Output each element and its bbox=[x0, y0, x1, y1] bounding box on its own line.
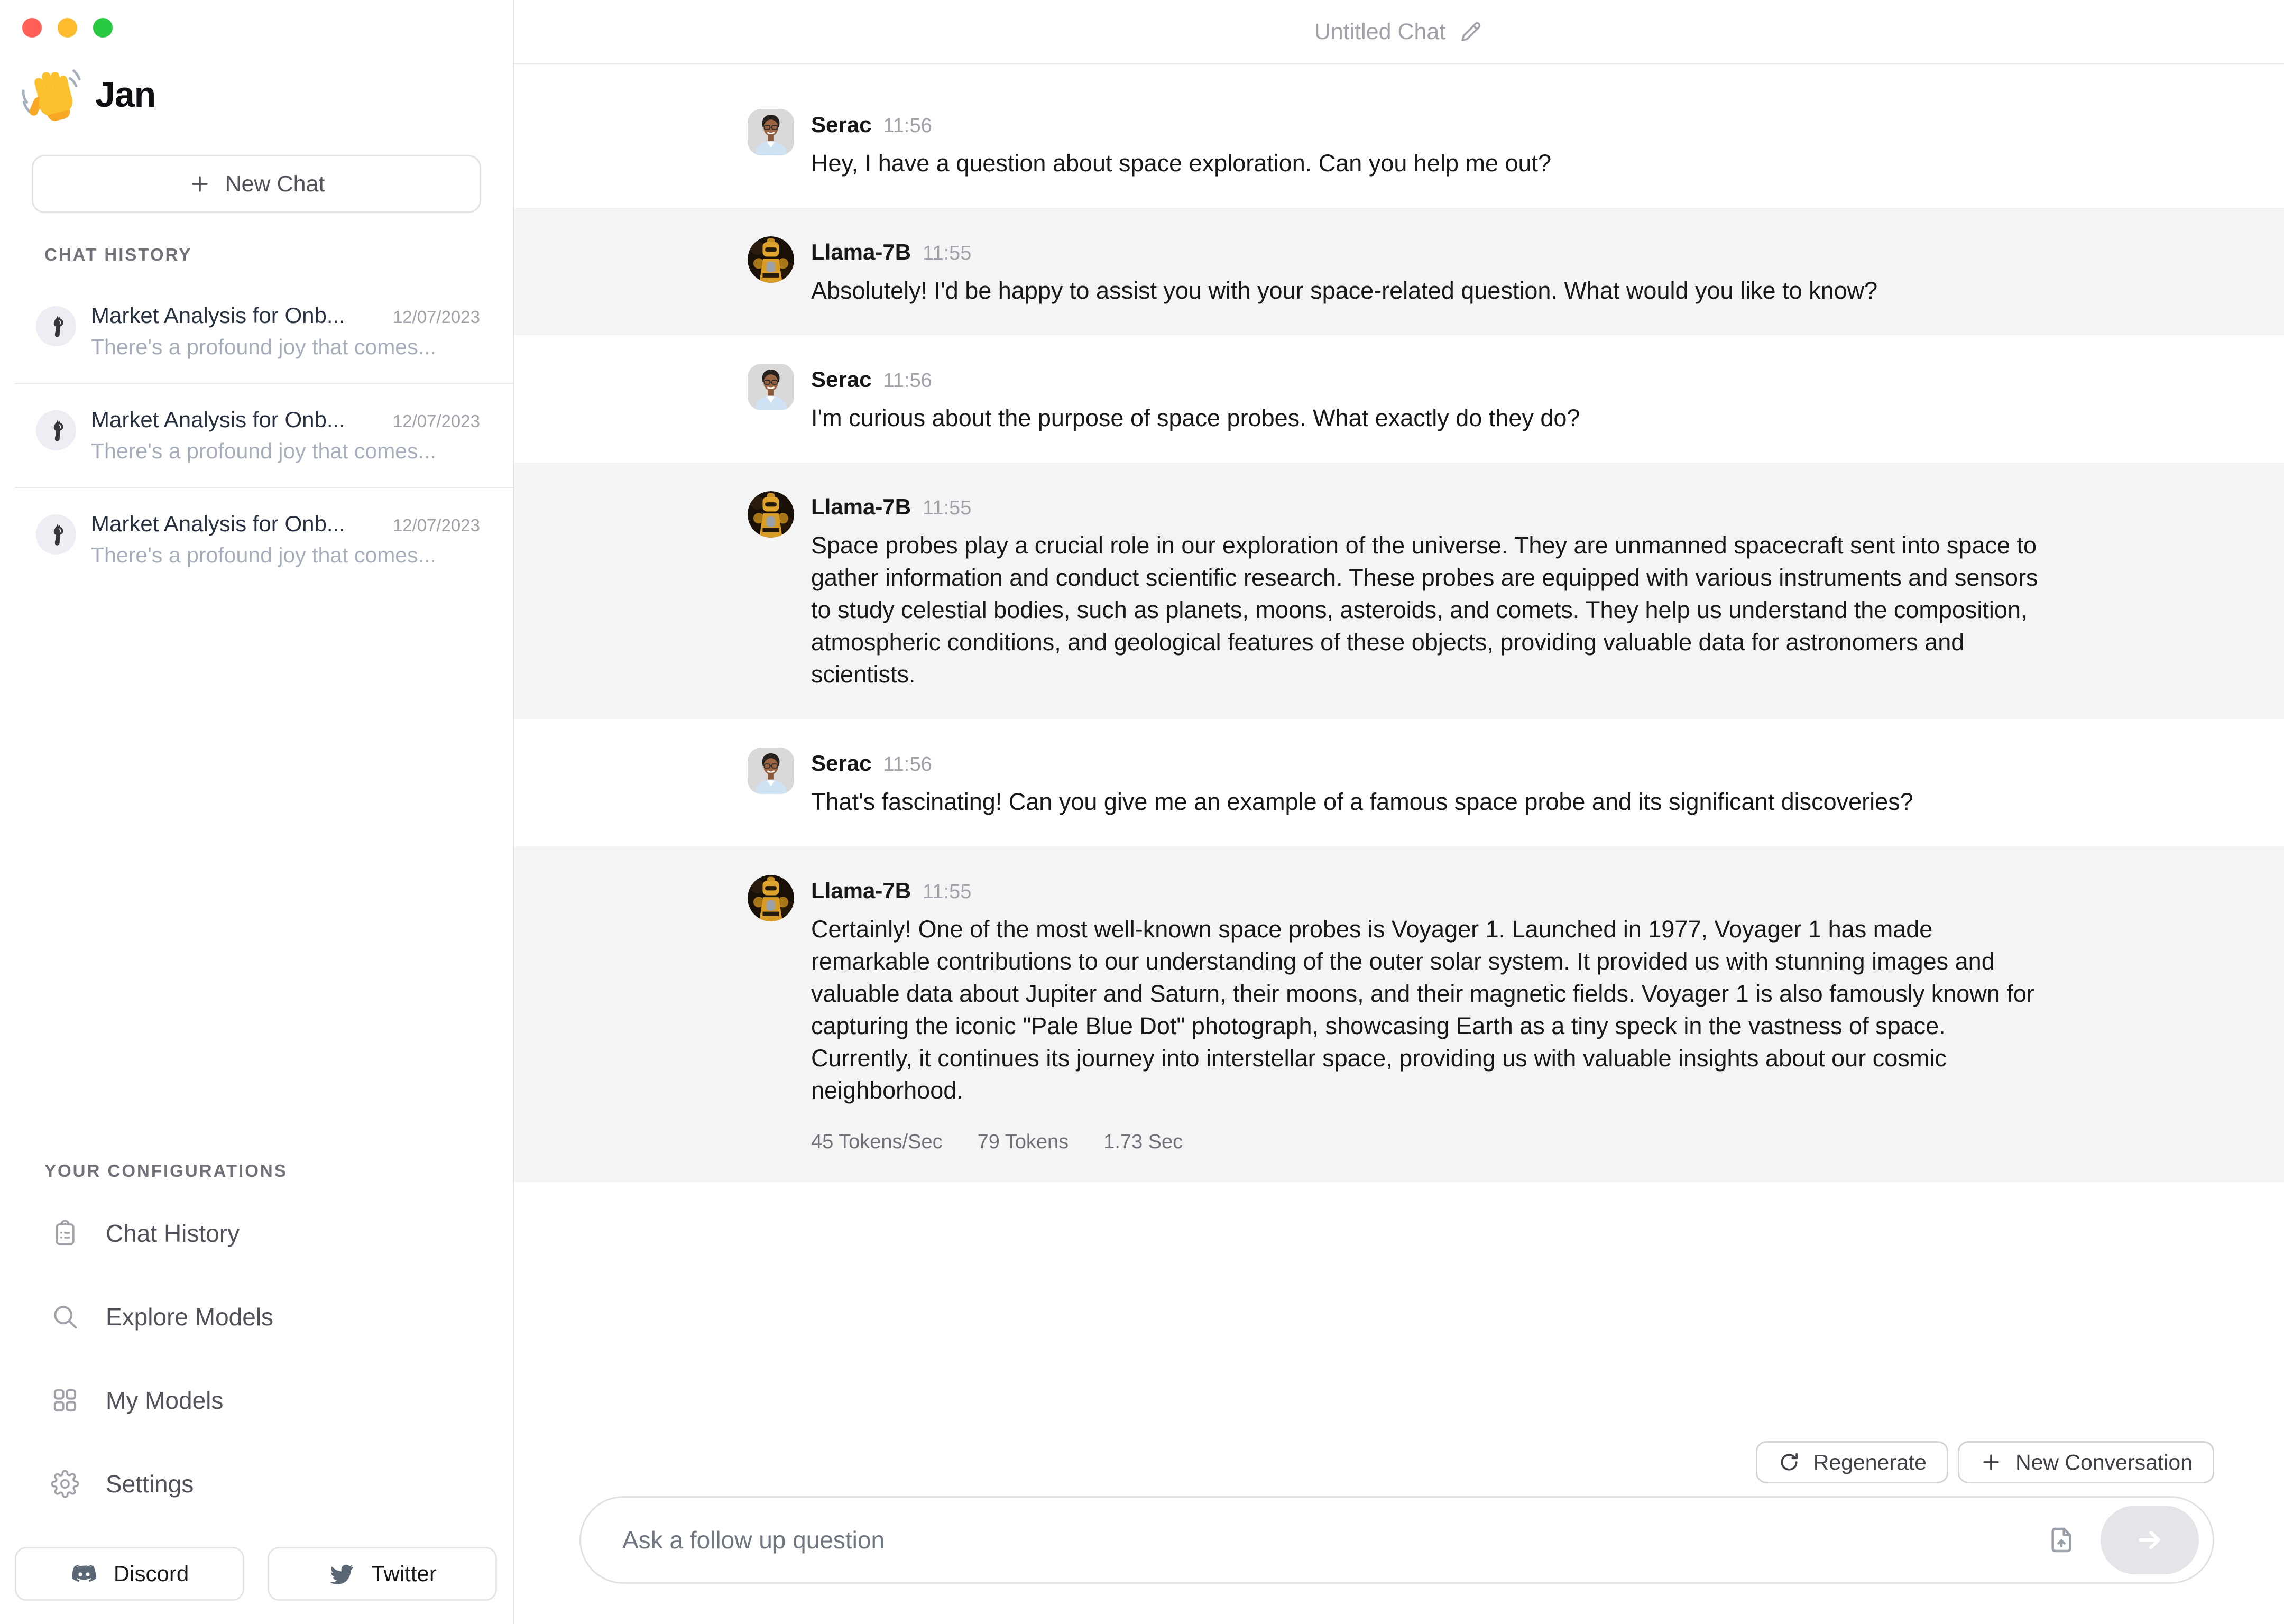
search-icon bbox=[51, 1303, 79, 1331]
new-conversation-button[interactable] bbox=[1958, 1441, 2214, 1483]
tokens-per-sec-stat: 45 Tokens/Sec bbox=[811, 1131, 943, 1153]
chat-title: Untitled Chat bbox=[1314, 19, 1446, 44]
chat-history-section-label: CHAT HISTORY bbox=[44, 245, 192, 264]
social-buttons bbox=[15, 1547, 497, 1601]
message-author: Llama-7B bbox=[811, 239, 911, 264]
message-text: Certainly! One of the most well-known space probes is Voyager 1. Launched in 1977, Voyager 1 has made remarkable contributions to our understanding of the outer solar system. It provided us with stunning images and valuable data about Jupiter and Saturn, their moons, and their magnetic fields. Voyager 1 is also famously known for capturing the iconic "Pale Blue Dot" photograph, showcasing Earth as a tiny speck in the vastness of space. Currently, it continues its journey into interstellar space, providing us with valuable insights about our cosmic neighborhood. bbox=[811, 916, 2034, 1104]
llama-icon bbox=[36, 410, 76, 450]
message-input-container bbox=[579, 1496, 2214, 1584]
message-timestamp: 11:55 bbox=[923, 497, 972, 519]
chat-history-item-date: 12/07/2023 bbox=[392, 307, 480, 327]
chat-history-item[interactable] bbox=[15, 280, 513, 383]
message-row bbox=[514, 335, 2284, 463]
composer bbox=[514, 1441, 2284, 1624]
send-arrow-icon bbox=[2132, 1522, 2167, 1557]
clipboard-icon bbox=[51, 1219, 79, 1248]
sidebar-item-chat-history[interactable] bbox=[0, 1192, 513, 1275]
chat-history-item-date: 12/07/2023 bbox=[392, 411, 480, 431]
message-author: Llama-7B bbox=[811, 494, 911, 519]
sidebar-menu bbox=[0, 1192, 513, 1526]
chat-history-item[interactable] bbox=[15, 487, 513, 591]
upload-file-button[interactable] bbox=[2047, 1524, 2076, 1556]
sidebar-item-explore-models[interactable] bbox=[0, 1275, 513, 1359]
zoom-window-button[interactable] bbox=[93, 18, 113, 38]
close-window-button[interactable] bbox=[22, 18, 42, 38]
plus-icon bbox=[1979, 1451, 2003, 1474]
regenerate-label: Regenerate bbox=[1813, 1450, 1927, 1474]
new-chat-label: New Chat bbox=[225, 171, 325, 197]
gear-icon bbox=[51, 1470, 79, 1498]
message-text: Hey, I have a question about space exploration. Can you help me out? bbox=[811, 150, 1552, 177]
grid-icon bbox=[51, 1386, 79, 1415]
message-row bbox=[514, 463, 2284, 719]
send-button[interactable] bbox=[2101, 1506, 2199, 1574]
sidebar-item-my-models[interactable] bbox=[0, 1359, 513, 1442]
message-stats bbox=[811, 1131, 2052, 1154]
message-author: Llama-7B bbox=[811, 878, 911, 903]
assistant-avatar bbox=[748, 875, 794, 921]
new-conversation-label: New Conversation bbox=[2015, 1450, 2193, 1474]
plus-icon bbox=[188, 172, 211, 196]
message-author: Serac bbox=[811, 751, 872, 776]
sidebar-spacer bbox=[0, 591, 513, 1161]
twitter-icon bbox=[328, 1560, 355, 1588]
discord-label: Discord bbox=[113, 1561, 189, 1586]
message-text: Absolutely! I'd be happy to assist you with your space-related question. What would you like to know? bbox=[811, 277, 1878, 304]
message-author: Serac bbox=[811, 367, 872, 392]
message-row bbox=[514, 208, 2284, 335]
minimize-window-button[interactable] bbox=[58, 18, 77, 38]
chat-history-item[interactable] bbox=[15, 383, 513, 487]
regenerate-button[interactable] bbox=[1756, 1441, 1948, 1483]
message-content bbox=[811, 109, 2052, 179]
message-row bbox=[514, 64, 2284, 208]
message-text: That's fascinating! Can you give me an example of a famous space probe and its significant discoveries? bbox=[811, 788, 1913, 815]
wave-icon bbox=[20, 64, 81, 125]
llama-icon bbox=[36, 514, 76, 555]
message-text: I'm curious about the purpose of space probes. What exactly do they do? bbox=[811, 404, 1580, 431]
configurations-section-label: YOUR CONFIGURATIONS bbox=[44, 1161, 288, 1180]
file-upload-icon bbox=[2047, 1524, 2076, 1556]
sidebar-item-label: My Models bbox=[106, 1387, 224, 1414]
message-content bbox=[811, 748, 2052, 818]
message-timestamp: 11:55 bbox=[923, 242, 972, 264]
chat-history-item-title: Market Analysis for Onb... bbox=[91, 407, 345, 432]
user-avatar bbox=[748, 748, 794, 794]
chat-panel bbox=[514, 0, 2284, 1624]
chat-history-item-body bbox=[91, 303, 480, 359]
message-author: Serac bbox=[811, 112, 872, 137]
chat-history-item-preview: There's a profound joy that comes... bbox=[91, 439, 436, 463]
app-logo bbox=[0, 38, 513, 125]
message-timestamp: 11:56 bbox=[883, 370, 932, 392]
message-content bbox=[811, 364, 2052, 434]
message-content bbox=[811, 491, 2052, 690]
discord-button[interactable] bbox=[15, 1547, 244, 1601]
message-content bbox=[811, 875, 2052, 1154]
chat-history-list bbox=[0, 280, 513, 591]
assistant-avatar bbox=[748, 236, 794, 283]
assistant-avatar bbox=[748, 491, 794, 538]
chat-history-item-preview: There's a profound joy that comes... bbox=[91, 543, 436, 567]
message-row bbox=[514, 846, 2284, 1182]
message-text: Space probes play a crucial role in our exploration of the universe. They are unmanned spacecraft sent into space to gather information and conduct scientific research. These probes are equipped with various instruments and sensors to study celestial bodies, such as planets, moons, asteroids, and comets. They help us understand the composition, atmospheric conditions, and geological features of these objects, providing valuable data for astronomers and scientists. bbox=[811, 532, 2038, 688]
duration-stat: 1.73 Sec bbox=[1103, 1131, 1183, 1153]
llama-icon bbox=[36, 306, 76, 346]
window-controls bbox=[0, 0, 513, 38]
chat-history-item-body bbox=[91, 511, 480, 568]
composer-actions bbox=[579, 1441, 2214, 1483]
chat-history-item-title: Market Analysis for Onb... bbox=[91, 303, 345, 328]
message-list bbox=[514, 64, 2284, 1441]
twitter-label: Twitter bbox=[371, 1561, 437, 1586]
message-timestamp: 11:56 bbox=[883, 115, 932, 137]
sidebar-item-label: Settings bbox=[106, 1470, 194, 1498]
discord-icon bbox=[70, 1560, 98, 1588]
message-timestamp: 11:56 bbox=[883, 753, 932, 776]
chat-history-item-preview: There's a profound joy that comes... bbox=[91, 335, 436, 359]
chat-header bbox=[514, 0, 2284, 64]
user-avatar bbox=[748, 109, 794, 155]
sidebar bbox=[0, 0, 514, 1624]
chat-history-item-date: 12/07/2023 bbox=[392, 515, 480, 535]
app-name: Jan bbox=[95, 75, 156, 115]
refresh-icon bbox=[1778, 1451, 1801, 1474]
message-content bbox=[811, 236, 2052, 307]
chat-history-item-body bbox=[91, 407, 480, 464]
token-count-stat: 79 Tokens bbox=[977, 1131, 1069, 1153]
message-timestamp: 11:55 bbox=[923, 881, 972, 903]
sidebar-item-settings[interactable] bbox=[0, 1442, 513, 1526]
sidebar-item-label: Chat History bbox=[106, 1220, 240, 1247]
edit-title-icon[interactable] bbox=[1458, 19, 1484, 44]
followup-input[interactable] bbox=[622, 1526, 2047, 1554]
sidebar-item-label: Explore Models bbox=[106, 1303, 274, 1331]
message-row bbox=[514, 719, 2284, 846]
twitter-button[interactable] bbox=[268, 1547, 497, 1601]
user-avatar bbox=[748, 364, 794, 410]
chat-history-item-title: Market Analysis for Onb... bbox=[91, 511, 345, 536]
new-chat-button[interactable] bbox=[32, 155, 481, 213]
